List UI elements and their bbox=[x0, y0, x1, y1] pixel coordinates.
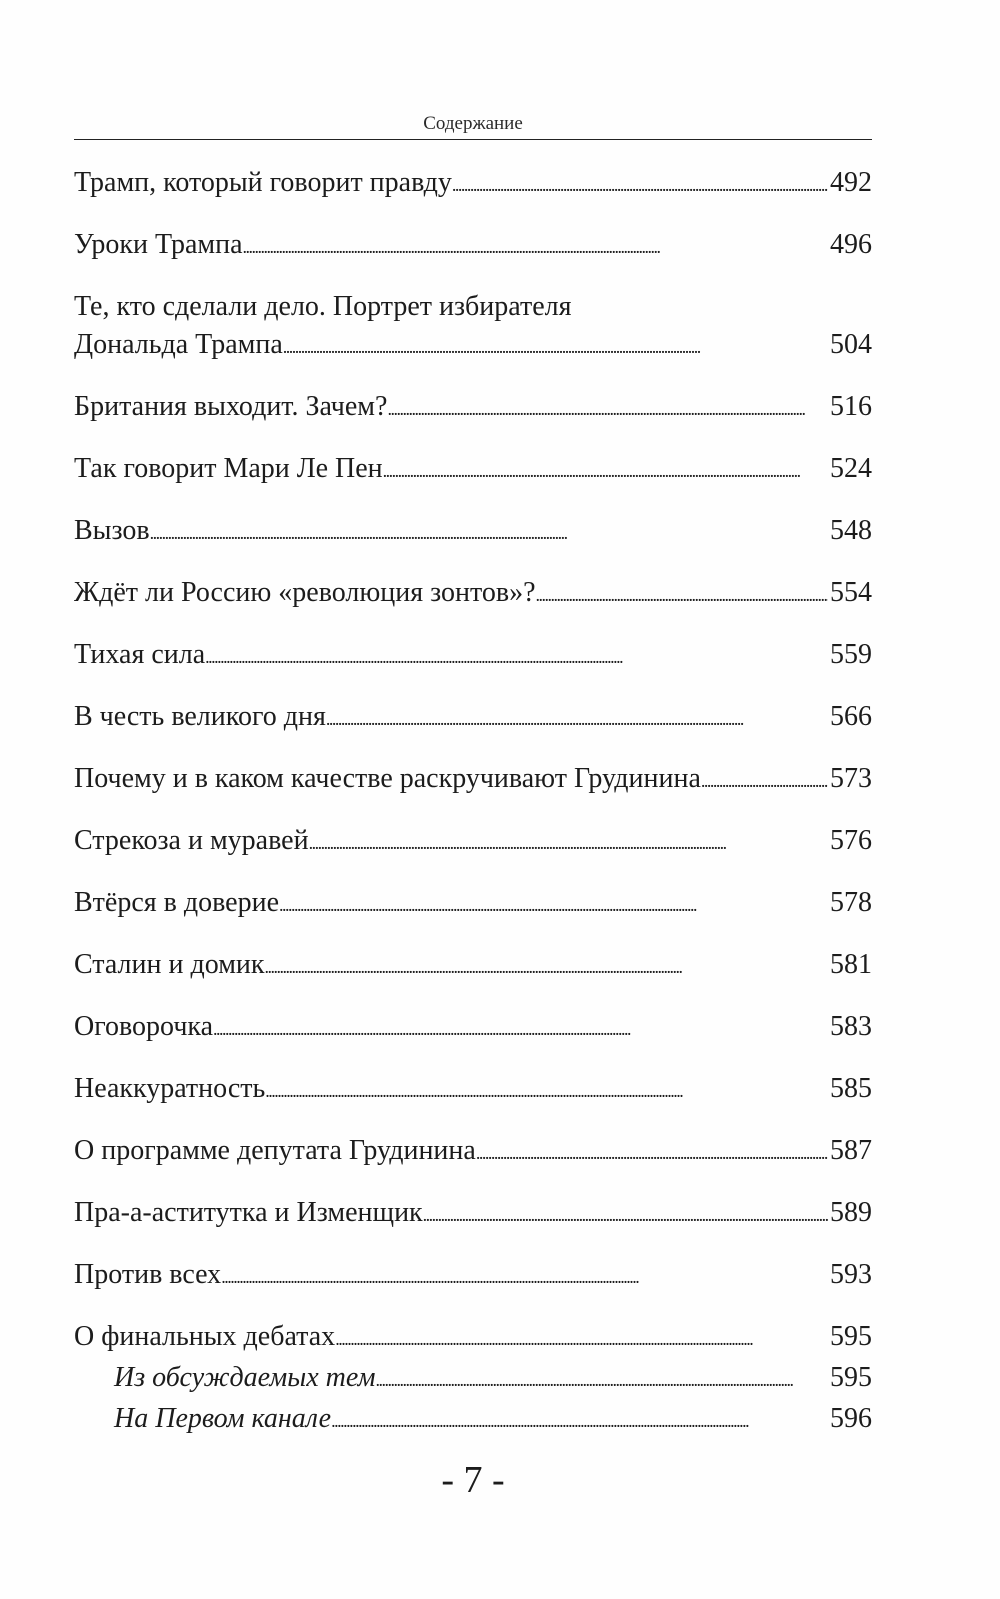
toc-entry-title: Оговорочка bbox=[74, 1011, 214, 1042]
toc-entry bbox=[74, 390, 872, 426]
toc-entry-title: Стрекоза и муравей bbox=[74, 825, 309, 856]
toc-leader-dots bbox=[452, 166, 828, 202]
toc-entry bbox=[74, 948, 872, 984]
toc-entry-title: Против всех bbox=[74, 1259, 222, 1290]
toc-entry bbox=[74, 514, 872, 550]
toc-entry-title: Трамп, который говорит правду bbox=[74, 167, 452, 198]
toc-entry bbox=[74, 576, 872, 612]
toc-entry-page: 524 bbox=[830, 453, 872, 484]
toc-leader-dots bbox=[265, 1072, 828, 1108]
page-number: - 7 - bbox=[441, 1459, 505, 1501]
toc-entry-page: 593 bbox=[830, 1259, 872, 1290]
toc-entry-page: 566 bbox=[830, 701, 872, 732]
toc-leader-dots bbox=[701, 762, 828, 798]
toc-leader-dots bbox=[335, 1320, 828, 1356]
toc-leader-dots bbox=[221, 1258, 828, 1294]
toc-entry-page: 496 bbox=[830, 229, 872, 260]
toc-entry bbox=[74, 1134, 872, 1170]
header-rule bbox=[74, 139, 872, 140]
toc-entry-title: О программе депутата Грудинина bbox=[74, 1135, 476, 1166]
toc-entry-page: 559 bbox=[830, 639, 872, 670]
toc-entry bbox=[74, 1320, 872, 1356]
toc-entry-page: 587 bbox=[830, 1135, 872, 1166]
toc-leader-dots bbox=[383, 452, 828, 488]
toc-leader-dots bbox=[150, 514, 828, 550]
toc-entry bbox=[74, 452, 872, 488]
toc-entry-title: Так говорит Мари Ле Пен bbox=[74, 453, 383, 484]
toc-leader-dots bbox=[476, 1134, 828, 1170]
toc-entry-title: Британия выходит. Зачем? bbox=[74, 391, 388, 422]
toc-entry-title: Сталин и домик bbox=[74, 949, 265, 980]
toc-entry-title: Вызов bbox=[74, 515, 150, 546]
toc-entry-page: 516 bbox=[830, 391, 872, 422]
toc-entry-title: В честь великого дня bbox=[74, 701, 326, 732]
toc-entry-title-line1: Те, кто сделали дело. Портрет избирателя bbox=[74, 291, 572, 322]
toc-entry-title: Дональда Трампа bbox=[74, 329, 283, 360]
toc-entry-title: Ждёт ли Россию «революция зонтов»? bbox=[74, 577, 536, 608]
toc-entry-page: 595 bbox=[830, 1321, 872, 1352]
toc-subentry-page: 596 bbox=[830, 1403, 872, 1434]
toc-subentry bbox=[114, 1402, 872, 1438]
toc-entry bbox=[74, 166, 872, 202]
toc-subentry-title: На Первом канале bbox=[114, 1403, 332, 1434]
toc-entry bbox=[74, 700, 872, 736]
running-header: Содержание bbox=[423, 113, 523, 134]
toc-subentry-title: Из обсуждаемых тем bbox=[114, 1362, 376, 1393]
toc-leader-dots bbox=[283, 328, 828, 364]
toc-leader-dots bbox=[375, 1361, 828, 1397]
toc-entry bbox=[74, 1010, 872, 1046]
toc-entry-title: Пра-а-аститутка и Изменщик bbox=[74, 1197, 423, 1228]
toc-leader-dots bbox=[279, 886, 828, 922]
toc-leader-dots bbox=[326, 700, 828, 736]
toc-entry-page: 554 bbox=[830, 577, 872, 608]
toc-entry-title: Неаккуратность bbox=[74, 1073, 266, 1104]
toc-entry bbox=[74, 290, 872, 364]
toc-subentry bbox=[114, 1361, 872, 1397]
toc-entry-page: 585 bbox=[830, 1073, 872, 1104]
toc-leader-dots bbox=[243, 228, 828, 264]
toc-entry bbox=[74, 824, 872, 860]
toc-leader-dots bbox=[387, 390, 828, 426]
toc-entry-page: 492 bbox=[830, 167, 872, 198]
toc-leader-dots bbox=[536, 576, 828, 612]
toc-entry-page: 581 bbox=[830, 949, 872, 980]
toc-entry-title: Уроки Трампа bbox=[74, 229, 243, 260]
toc-entry-page: 576 bbox=[830, 825, 872, 856]
toc-entry-page: 578 bbox=[830, 887, 872, 918]
toc-entry-page: 548 bbox=[830, 515, 872, 546]
toc-entry bbox=[74, 762, 872, 798]
toc-subentry-page: 595 bbox=[830, 1362, 872, 1393]
toc-entry bbox=[74, 886, 872, 922]
toc-leader-dots bbox=[309, 824, 828, 860]
toc-entry-page: 504 bbox=[830, 329, 872, 360]
toc-entry-title: О финальных дебатах bbox=[74, 1321, 336, 1352]
toc-entry-title: Тихая сила bbox=[74, 639, 206, 670]
toc-entry bbox=[74, 1072, 872, 1108]
toc-entry-page: 589 bbox=[830, 1197, 872, 1228]
toc-leader-dots bbox=[423, 1196, 828, 1232]
toc-entry bbox=[74, 228, 872, 264]
toc-entry bbox=[74, 1258, 872, 1294]
toc-entry-page: 573 bbox=[830, 763, 872, 794]
toc-leader-dots bbox=[213, 1010, 828, 1046]
toc-entry-title: Почему и в каком качестве раскручивают Грудинина bbox=[74, 763, 701, 794]
toc-entry-title: Втёрся в доверие bbox=[74, 887, 280, 918]
toc-entry bbox=[74, 1196, 872, 1232]
toc-leader-dots bbox=[331, 1402, 828, 1438]
toc-entry-page: 583 bbox=[830, 1011, 872, 1042]
toc-leader-dots bbox=[265, 948, 828, 984]
toc-leader-dots bbox=[205, 638, 828, 674]
toc-entry bbox=[74, 638, 872, 674]
